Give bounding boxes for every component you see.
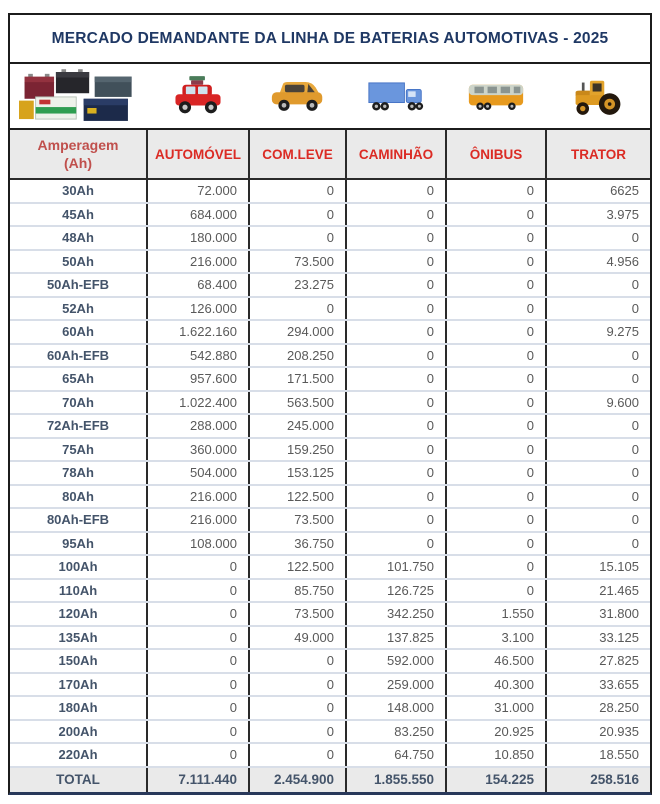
value-cell: 0 bbox=[446, 461, 546, 485]
value-cell: 0 bbox=[446, 367, 546, 391]
value-cell: 592.000 bbox=[346, 649, 446, 673]
value-cell: 0 bbox=[446, 273, 546, 297]
table-row bbox=[10, 320, 650, 344]
value-cell: 0 bbox=[446, 297, 546, 321]
value-cell: 0 bbox=[346, 508, 446, 532]
value-cell: 73.500 bbox=[249, 508, 346, 532]
value-cell: 0 bbox=[546, 297, 650, 321]
value-cell: 216.000 bbox=[147, 485, 249, 509]
table-row bbox=[10, 602, 650, 626]
table-row bbox=[10, 579, 650, 603]
table-row bbox=[10, 673, 650, 697]
value-cell: 33.655 bbox=[546, 673, 650, 697]
value-cell: 137.825 bbox=[346, 626, 446, 650]
amperage-column-header: Amperagem (Ah) bbox=[10, 130, 147, 179]
value-cell: 3.100 bbox=[446, 626, 546, 650]
value-cell: 18.550 bbox=[546, 743, 650, 767]
value-cell: 0 bbox=[147, 626, 249, 650]
value-cell: 294.000 bbox=[249, 320, 346, 344]
icons-row bbox=[10, 64, 650, 130]
value-cell: 9.275 bbox=[546, 320, 650, 344]
value-cell: 10.850 bbox=[446, 743, 546, 767]
value-cell: 36.750 bbox=[249, 532, 346, 556]
value-cell: 0 bbox=[446, 391, 546, 415]
value-cell: 0 bbox=[546, 438, 650, 462]
value-cell: 0 bbox=[346, 297, 446, 321]
amperage-label: 180Ah bbox=[10, 696, 147, 720]
amperage-label: 65Ah bbox=[10, 367, 147, 391]
value-cell: 0 bbox=[346, 438, 446, 462]
title-box bbox=[10, 15, 650, 64]
value-cell: 0 bbox=[147, 720, 249, 744]
value-cell: 0 bbox=[249, 720, 346, 744]
value-cell: 9.600 bbox=[546, 391, 650, 415]
value-cell: 0 bbox=[147, 743, 249, 767]
column-header-caminhao: CAMINHÃO bbox=[346, 130, 446, 179]
amperage-label: 135Ah bbox=[10, 626, 147, 650]
value-cell: 31.800 bbox=[546, 602, 650, 626]
table-row bbox=[10, 226, 650, 250]
table-row bbox=[10, 367, 650, 391]
value-cell: 0 bbox=[147, 673, 249, 697]
value-cell: 0 bbox=[446, 532, 546, 556]
demand-table bbox=[10, 130, 650, 792]
value-cell: 360.000 bbox=[147, 438, 249, 462]
value-cell: 122.500 bbox=[249, 555, 346, 579]
column-header-comleve: COM.LEVE bbox=[249, 130, 346, 179]
battery-cluster-icon bbox=[10, 69, 147, 123]
value-cell: 0 bbox=[446, 485, 546, 509]
value-cell: 122.500 bbox=[249, 485, 346, 509]
value-cell: 148.000 bbox=[346, 696, 446, 720]
value-cell: 0 bbox=[346, 391, 446, 415]
table-row bbox=[10, 508, 650, 532]
value-cell: 0 bbox=[446, 320, 546, 344]
value-cell: 171.500 bbox=[249, 367, 346, 391]
value-cell: 0 bbox=[346, 203, 446, 227]
table-row bbox=[10, 532, 650, 556]
value-cell: 0 bbox=[346, 273, 446, 297]
value-cell: 0 bbox=[147, 696, 249, 720]
tractor-icon bbox=[546, 73, 650, 119]
value-cell: 0 bbox=[249, 203, 346, 227]
table-row bbox=[10, 250, 650, 274]
page-title: MERCADO DEMANDANTE DA LINHA DE BATERIAS AUTOMOTIVAS - 2025 bbox=[51, 29, 609, 47]
table-row bbox=[10, 203, 650, 227]
value-cell: 0 bbox=[147, 602, 249, 626]
value-cell: 28.250 bbox=[546, 696, 650, 720]
table-row bbox=[10, 626, 650, 650]
table-row bbox=[10, 743, 650, 767]
value-cell: 126.725 bbox=[346, 579, 446, 603]
column-header-automovel: AUTOMÓVEL bbox=[147, 130, 249, 179]
value-cell: 180.000 bbox=[147, 226, 249, 250]
value-cell: 1.550 bbox=[446, 602, 546, 626]
table-row bbox=[10, 414, 650, 438]
value-cell: 0 bbox=[249, 696, 346, 720]
value-cell: 0 bbox=[546, 367, 650, 391]
total-onibus: 154.225 bbox=[446, 767, 546, 792]
value-cell: 4.956 bbox=[546, 250, 650, 274]
value-cell: 0 bbox=[546, 344, 650, 368]
value-cell: 6625 bbox=[546, 179, 650, 203]
amperage-label: 78Ah bbox=[10, 461, 147, 485]
value-cell: 126.000 bbox=[147, 297, 249, 321]
value-cell: 0 bbox=[147, 649, 249, 673]
value-cell: 46.500 bbox=[446, 649, 546, 673]
value-cell: 0 bbox=[546, 226, 650, 250]
table-row bbox=[10, 696, 650, 720]
header-row bbox=[10, 130, 650, 179]
van-icon bbox=[249, 75, 346, 117]
value-cell: 0 bbox=[249, 179, 346, 203]
value-cell: 21.465 bbox=[546, 579, 650, 603]
amperage-label: 80Ah-EFB bbox=[10, 508, 147, 532]
value-cell: 957.600 bbox=[147, 367, 249, 391]
value-cell: 0 bbox=[446, 344, 546, 368]
value-cell: 0 bbox=[446, 250, 546, 274]
value-cell: 216.000 bbox=[147, 508, 249, 532]
table-row bbox=[10, 391, 650, 415]
table-row bbox=[10, 438, 650, 462]
value-cell: 27.825 bbox=[546, 649, 650, 673]
value-cell: 49.000 bbox=[249, 626, 346, 650]
value-cell: 684.000 bbox=[147, 203, 249, 227]
value-cell: 245.000 bbox=[249, 414, 346, 438]
value-cell: 0 bbox=[446, 414, 546, 438]
value-cell: 0 bbox=[446, 179, 546, 203]
value-cell: 0 bbox=[546, 485, 650, 509]
value-cell: 0 bbox=[446, 438, 546, 462]
total-automovel: 7.111.440 bbox=[147, 767, 249, 792]
value-cell: 0 bbox=[147, 579, 249, 603]
amperage-label: 72Ah-EFB bbox=[10, 414, 147, 438]
value-cell: 0 bbox=[346, 461, 446, 485]
total-row bbox=[10, 767, 650, 792]
amperage-label: 150Ah bbox=[10, 649, 147, 673]
table-row bbox=[10, 179, 650, 203]
value-cell: 0 bbox=[546, 508, 650, 532]
value-cell: 0 bbox=[546, 461, 650, 485]
total-trator: 258.516 bbox=[546, 767, 650, 792]
value-cell: 33.125 bbox=[546, 626, 650, 650]
value-cell: 0 bbox=[249, 673, 346, 697]
table-row bbox=[10, 297, 650, 321]
amperage-label: 60Ah-EFB bbox=[10, 344, 147, 368]
value-cell: 31.000 bbox=[446, 696, 546, 720]
table-row bbox=[10, 273, 650, 297]
amperage-label: 95Ah bbox=[10, 532, 147, 556]
amperage-label: 110Ah bbox=[10, 579, 147, 603]
amperage-label: 48Ah bbox=[10, 226, 147, 250]
bus-icon bbox=[446, 79, 546, 113]
value-cell: 542.880 bbox=[147, 344, 249, 368]
amperage-label: 200Ah bbox=[10, 720, 147, 744]
value-cell: 73.500 bbox=[249, 602, 346, 626]
value-cell: 64.750 bbox=[346, 743, 446, 767]
value-cell: 0 bbox=[249, 743, 346, 767]
amperage-label: 60Ah bbox=[10, 320, 147, 344]
truck-icon bbox=[346, 77, 446, 115]
value-cell: 1.622.160 bbox=[147, 320, 249, 344]
table-row bbox=[10, 485, 650, 509]
value-cell: 342.250 bbox=[346, 602, 446, 626]
value-cell: 0 bbox=[346, 367, 446, 391]
value-cell: 153.125 bbox=[249, 461, 346, 485]
value-cell: 68.400 bbox=[147, 273, 249, 297]
value-cell: 0 bbox=[446, 226, 546, 250]
value-cell: 0 bbox=[249, 649, 346, 673]
value-cell: 108.000 bbox=[147, 532, 249, 556]
value-cell: 3.975 bbox=[546, 203, 650, 227]
value-cell: 0 bbox=[546, 414, 650, 438]
amperage-label: 30Ah bbox=[10, 179, 147, 203]
value-cell: 0 bbox=[446, 508, 546, 532]
value-cell: 72.000 bbox=[147, 179, 249, 203]
table-row bbox=[10, 344, 650, 368]
value-cell: 20.925 bbox=[446, 720, 546, 744]
value-cell: 0 bbox=[346, 320, 446, 344]
amperage-label: 45Ah bbox=[10, 203, 147, 227]
value-cell: 23.275 bbox=[249, 273, 346, 297]
value-cell: 85.750 bbox=[249, 579, 346, 603]
value-cell: 20.935 bbox=[546, 720, 650, 744]
value-cell: 259.000 bbox=[346, 673, 446, 697]
battery-demand-table bbox=[8, 13, 652, 795]
table-row bbox=[10, 461, 650, 485]
amperage-label: 75Ah bbox=[10, 438, 147, 462]
amperage-label: 170Ah bbox=[10, 673, 147, 697]
column-header-trator: TRATOR bbox=[546, 130, 650, 179]
table-row bbox=[10, 555, 650, 579]
amperage-label: 50Ah-EFB bbox=[10, 273, 147, 297]
value-cell: 563.500 bbox=[249, 391, 346, 415]
column-header-onibus: ÔNIBUS bbox=[446, 130, 546, 179]
amperage-label: 52Ah bbox=[10, 297, 147, 321]
table-body bbox=[10, 179, 650, 767]
value-cell: 0 bbox=[546, 532, 650, 556]
value-cell: 83.250 bbox=[346, 720, 446, 744]
value-cell: 0 bbox=[147, 555, 249, 579]
value-cell: 288.000 bbox=[147, 414, 249, 438]
total-caminhao: 1.855.550 bbox=[346, 767, 446, 792]
value-cell: 0 bbox=[346, 485, 446, 509]
amperage-label: 220Ah bbox=[10, 743, 147, 767]
value-cell: 504.000 bbox=[147, 461, 249, 485]
car-icon bbox=[147, 73, 249, 119]
total-label: TOTAL bbox=[10, 767, 147, 792]
amperage-label: 50Ah bbox=[10, 250, 147, 274]
value-cell: 216.000 bbox=[147, 250, 249, 274]
value-cell: 1.022.400 bbox=[147, 391, 249, 415]
value-cell: 101.750 bbox=[346, 555, 446, 579]
amperage-label: 70Ah bbox=[10, 391, 147, 415]
value-cell: 0 bbox=[346, 250, 446, 274]
value-cell: 15.105 bbox=[546, 555, 650, 579]
value-cell: 73.500 bbox=[249, 250, 346, 274]
amperage-label: 100Ah bbox=[10, 555, 147, 579]
value-cell: 40.300 bbox=[446, 673, 546, 697]
value-cell: 0 bbox=[346, 179, 446, 203]
amperage-label: 120Ah bbox=[10, 602, 147, 626]
value-cell: 0 bbox=[249, 297, 346, 321]
value-cell: 0 bbox=[346, 414, 446, 438]
value-cell: 0 bbox=[346, 226, 446, 250]
value-cell: 0 bbox=[446, 203, 546, 227]
value-cell: 0 bbox=[446, 579, 546, 603]
value-cell: 208.250 bbox=[249, 344, 346, 368]
table-row bbox=[10, 649, 650, 673]
value-cell: 0 bbox=[346, 532, 446, 556]
total-comleve: 2.454.900 bbox=[249, 767, 346, 792]
value-cell: 0 bbox=[446, 555, 546, 579]
table-row bbox=[10, 720, 650, 744]
value-cell: 0 bbox=[546, 273, 650, 297]
value-cell: 0 bbox=[249, 226, 346, 250]
amperage-label: 80Ah bbox=[10, 485, 147, 509]
value-cell: 0 bbox=[346, 344, 446, 368]
value-cell: 159.250 bbox=[249, 438, 346, 462]
